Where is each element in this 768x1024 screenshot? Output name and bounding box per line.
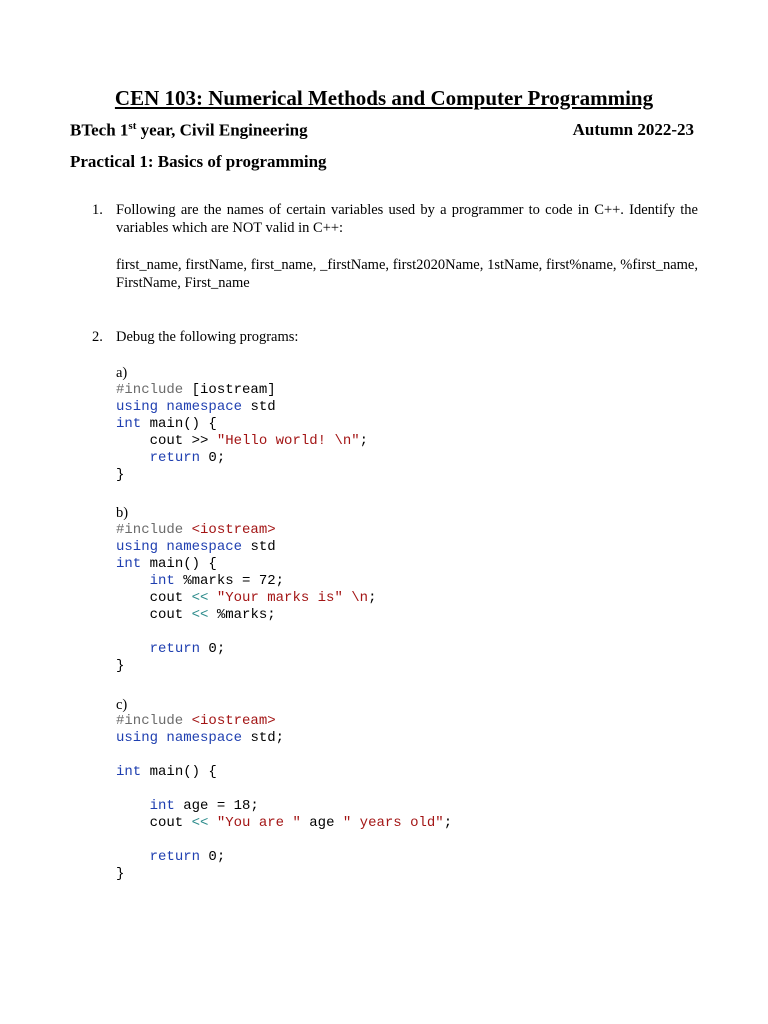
code-line bbox=[116, 781, 452, 798]
code-token: std; bbox=[250, 730, 285, 746]
code-token: } bbox=[116, 658, 125, 674]
code-token: return bbox=[149, 849, 209, 865]
code-line bbox=[116, 849, 452, 866]
code-line bbox=[116, 747, 452, 764]
code-token: #include bbox=[116, 382, 192, 398]
code-line bbox=[116, 539, 376, 556]
code-token: using bbox=[116, 539, 167, 555]
part-b-label: b) bbox=[116, 505, 129, 521]
code-token bbox=[116, 573, 150, 589]
code-line bbox=[116, 450, 368, 467]
code-token: ; bbox=[359, 433, 369, 449]
course-line-sup: st bbox=[128, 120, 137, 132]
code-token: age bbox=[309, 815, 343, 831]
code-block-b bbox=[116, 522, 376, 675]
code-token: [iostream] bbox=[191, 382, 276, 398]
part-c-label: c) bbox=[116, 697, 128, 713]
question-text: Debug the following programs: bbox=[116, 329, 299, 345]
code-token: ; bbox=[443, 815, 453, 831]
code-token: 0; bbox=[208, 450, 226, 466]
code-token: namespace bbox=[166, 730, 251, 746]
code-token: %marks = 72; bbox=[183, 573, 285, 589]
code-token: cout bbox=[116, 590, 192, 606]
code-token: main() { bbox=[149, 416, 217, 432]
course-line-prefix: BTech 1 bbox=[70, 120, 129, 140]
document-title: CEN 103: Numerical Methods and Computer Programming bbox=[114, 86, 654, 110]
code-token: %marks; bbox=[216, 607, 276, 623]
code-token: "Hello world! \n" bbox=[216, 433, 360, 449]
code-block-a bbox=[116, 382, 368, 484]
code-line bbox=[116, 467, 368, 484]
code-line bbox=[116, 866, 452, 883]
code-token: int bbox=[149, 798, 184, 814]
code-line bbox=[116, 832, 452, 849]
code-line bbox=[116, 798, 452, 815]
semester-label: Autumn 2022-23 bbox=[572, 120, 694, 139]
code-token: "You are " bbox=[216, 815, 310, 831]
code-token: ; bbox=[368, 590, 377, 606]
code-token: return bbox=[149, 641, 209, 657]
code-token: 0; bbox=[208, 641, 226, 657]
code-token: age = 18; bbox=[183, 798, 259, 814]
code-token: main() { bbox=[149, 556, 217, 572]
code-token bbox=[116, 450, 150, 466]
code-token: namespace bbox=[166, 399, 251, 415]
code-line bbox=[116, 416, 368, 433]
code-token: main() { bbox=[149, 764, 217, 780]
code-token: return bbox=[149, 450, 209, 466]
code-token: int bbox=[116, 764, 150, 780]
code-line bbox=[116, 433, 368, 450]
code-token: << bbox=[191, 590, 217, 606]
code-line bbox=[116, 382, 368, 399]
code-token: using bbox=[116, 399, 167, 415]
code-line bbox=[116, 641, 376, 658]
question-number: 2. bbox=[92, 329, 103, 345]
code-token: " years old" bbox=[342, 815, 444, 831]
code-line bbox=[116, 624, 376, 641]
code-line bbox=[116, 607, 376, 624]
variable-list: first_name, firstName, first_name, _firstName, first2020Name, 1stName, first%name, %first_name, FirstName, First_name bbox=[116, 257, 698, 291]
code-token: int bbox=[116, 416, 150, 432]
code-line bbox=[116, 399, 368, 416]
course-line-suffix: year, Civil Engineering bbox=[136, 120, 308, 140]
code-line bbox=[116, 815, 452, 832]
code-token: using bbox=[116, 730, 167, 746]
code-token bbox=[116, 849, 150, 865]
code-token: #include bbox=[116, 713, 192, 729]
code-line bbox=[116, 730, 452, 747]
code-token: "Your marks is" \n bbox=[216, 590, 369, 606]
code-token bbox=[116, 798, 150, 814]
code-token: << bbox=[191, 815, 217, 831]
part-a-label: a) bbox=[116, 365, 128, 381]
code-line bbox=[116, 713, 452, 730]
code-line bbox=[116, 522, 376, 539]
code-token: int bbox=[116, 556, 150, 572]
code-token: 0; bbox=[208, 849, 226, 865]
code-token: << bbox=[191, 607, 217, 623]
code-line bbox=[116, 573, 376, 590]
code-token: cout >> bbox=[116, 433, 217, 449]
code-line bbox=[116, 556, 376, 573]
question-text: Following are the names of certain variables used by a programmer to code in C++. Identify the variables which are NOT valid in C++: bbox=[116, 202, 698, 236]
code-token: } bbox=[116, 467, 125, 483]
code-token: cout bbox=[116, 607, 192, 623]
code-token: std bbox=[250, 399, 276, 415]
code-block-c bbox=[116, 713, 452, 883]
question-number: 1. bbox=[92, 202, 103, 218]
code-token bbox=[116, 641, 150, 657]
practical-heading: Practical 1: Basics of programming bbox=[70, 152, 327, 171]
code-token: cout bbox=[116, 815, 192, 831]
code-line bbox=[116, 658, 376, 675]
code-line bbox=[116, 764, 452, 781]
code-line bbox=[116, 590, 376, 607]
course-info bbox=[70, 120, 308, 141]
code-token: } bbox=[116, 866, 125, 882]
code-token: #include bbox=[116, 522, 192, 538]
code-token: <iostream> bbox=[191, 713, 276, 729]
code-token: std bbox=[250, 539, 276, 555]
code-token: <iostream> bbox=[191, 522, 276, 538]
code-token: namespace bbox=[166, 539, 251, 555]
code-token: int bbox=[149, 573, 184, 589]
